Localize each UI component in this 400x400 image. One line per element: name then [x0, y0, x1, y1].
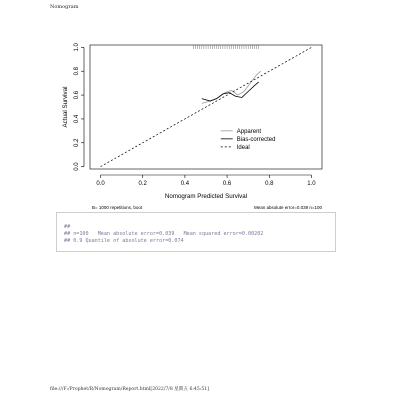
y-axis-title: Actual Survival: [62, 86, 69, 128]
console-line: ## n=100 Mean absolute error=0.039 Mean squared error=0.00202: [64, 231, 264, 237]
y-tick-label: 1.0: [74, 43, 80, 52]
x-tick-label: 0.8: [265, 181, 274, 187]
y-tick-label: 0.2: [74, 138, 80, 147]
x-axis-title: Nomogram Predicted Survival: [164, 193, 248, 200]
x-tick-label: 0.6: [222, 181, 232, 187]
x-tick-label: 1.0: [307, 181, 316, 187]
console-line: ##: [64, 224, 71, 230]
y-tick-label: 0.8: [74, 67, 80, 76]
calibration-plot: [58, 35, 328, 215]
console-output: [56, 212, 336, 252]
y-tick-label: 0.6: [74, 90, 80, 100]
footnote-left: B= 1000 repetitions, boot: [92, 205, 143, 210]
legend: [221, 129, 276, 151]
y-axis: [74, 43, 84, 171]
x-axis: [96, 175, 316, 187]
series-line-bias-corrected: [202, 82, 259, 101]
rug-marks: [193, 45, 258, 49]
calibration-plot-svg: [58, 35, 328, 215]
y-tick-label: 0.4: [74, 114, 80, 124]
series-line-ideal: [101, 47, 312, 166]
x-tick-label: 0.4: [180, 181, 190, 187]
page-footer: file:///F:/Prophet/R/Nomogram/Report.html[2022/7/8 星期五 6:45:51]: [50, 387, 209, 392]
series-line-apparent: [202, 71, 261, 103]
legend-label: Ideal: [236, 144, 250, 151]
page-header: Nomogram: [50, 4, 79, 10]
x-tick-label: 0.2: [138, 181, 147, 187]
legend-label: Bias-corrected: [236, 136, 276, 143]
y-tick-label: 0.0: [74, 162, 80, 171]
x-tick-label: 0.0: [96, 181, 105, 187]
footnote-right: Mean absolute error=0.039 n=100: [253, 205, 322, 210]
legend-label: Apparent: [236, 128, 262, 135]
series-lines: [101, 47, 312, 166]
console-line: ## 0.9 Quantile of absolute error=0.074: [64, 238, 184, 244]
